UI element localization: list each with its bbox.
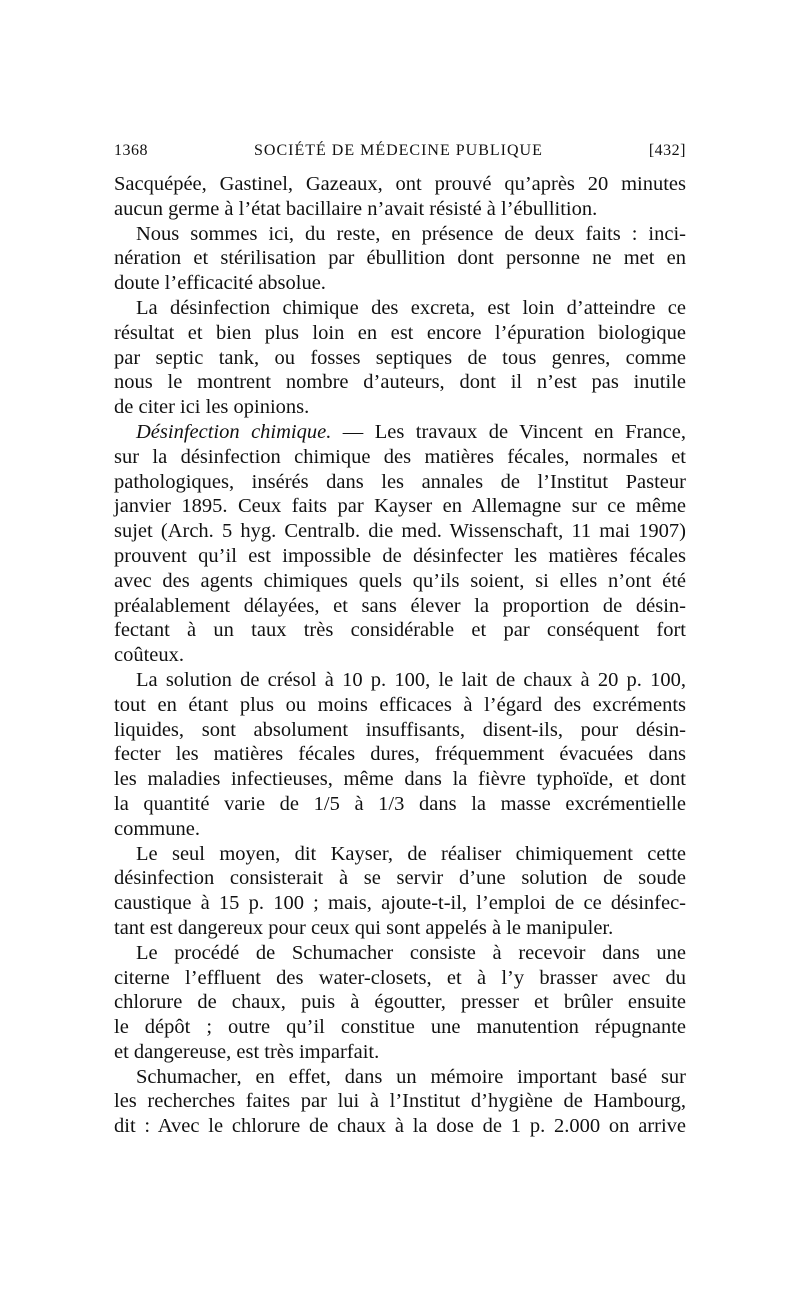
line-text: fectant à un taux très considérable et par conséquent fort [114, 619, 686, 642]
line-text: sujet (Arch. 5 hyg. Centralb. die med. Wissenschaft, 11 mai 1907) [114, 520, 686, 543]
text-line [114, 1015, 686, 1040]
line-text: coûteux. [114, 644, 185, 667]
line-text: Le seul moyen, dit Kayser, de réaliser chimiquement cette [136, 842, 686, 865]
line-text: sur la désinfection chimique des matières fécales, normales et [114, 445, 686, 468]
text-line [114, 494, 686, 519]
text-line [114, 519, 686, 544]
line-text: par septic tank, ou fosses septiques de tous genres, comme [114, 346, 686, 369]
text-line [114, 395, 686, 420]
line-text: prouvent qu’il est impossible de désinfecter les matières fécales [114, 544, 686, 567]
line-text: avec des agents chimiques quels qu’ils soient, si elles n’ont été [114, 569, 686, 592]
line-text: le dépôt ; outre qu’il constitue une manutention répugnante [114, 1016, 686, 1039]
text-line [114, 1040, 686, 1065]
line-text: pathologiques, insérés dans les annales de l’Institut Pasteur [114, 470, 686, 493]
line-text: Sacquépée, Gastinel, Gazeaux, ont prouvé qu’après 20 minutes [114, 173, 686, 195]
line-text: liquides, sont absolument insuffisants, disent-ils, pour désin- [114, 718, 686, 741]
text-line [114, 594, 686, 619]
text-line [114, 668, 686, 693]
line-text: de citer ici les opinions. [114, 396, 310, 419]
line-text: Schumacher, en effet, dans un mémoire important basé sur [136, 1065, 686, 1088]
line-text: citerne l’effluent des water-closets, et à l’y brasser avec du [114, 966, 686, 989]
line-text: chlorure de chaux, puis à égoutter, presser et brûler ensuite [114, 991, 686, 1014]
text-line [114, 445, 686, 470]
text-line [114, 916, 686, 941]
line-text: nous le montrent nombre d’auteurs, dont il n’est pas inutile [114, 371, 686, 394]
text-line [114, 370, 686, 395]
text-line [114, 172, 686, 197]
text-line [114, 842, 686, 867]
text-line [114, 346, 686, 371]
line-text: résultat et bien plus loin en est encore l’épuration biologique [114, 321, 686, 344]
line-text: la quantité varie de 1/5 à 1/3 dans la masse excrémentielle [114, 792, 686, 815]
text-line [114, 470, 686, 495]
line-text: janvier 1895. Ceux faits par Kayser en Allemagne sur ce même [114, 495, 686, 518]
section-number: [432] [648, 142, 686, 159]
line-text: tant est dangereux pour ceux qui sont appelés à le manipuler. [114, 916, 614, 939]
line-text: — Les travaux de Vincent en France, [331, 420, 686, 443]
line-text: les recherches faites par lui à l’Institut d’hygiène de Hambourg, [114, 1090, 686, 1113]
running-title: SOCIÉTÉ DE MÉDECINE PUBLIQUE [253, 142, 543, 159]
line-text: caustique à 15 p. 100 ; mais, ajoute-t-il, l’emploi de ce désinfec- [114, 892, 686, 915]
text-line [114, 866, 686, 891]
line-text: les maladies infectieuses, même dans la fièvre typhoïde, et dont [114, 768, 686, 791]
line-text: et dangereuse, est très imparfait. [114, 1040, 380, 1063]
line-text: nération et stérilisation par ébullition dont personne ne met en [114, 247, 686, 270]
line-text: dit : Avec le chlorure de chaux à la dose de 1 p. 2.000 on arrive [114, 1115, 686, 1138]
text-line [114, 990, 686, 1015]
text-line [114, 246, 686, 271]
line-text: La désinfection chimique des excreta, est loin d’atteindre ce [136, 296, 686, 319]
line-text: fecter les matières fécales dures, fréquemment évacuées dans [114, 743, 686, 766]
text-line [114, 222, 686, 247]
subheading-italic: Désinfection chimique. [136, 420, 332, 443]
text-line [114, 296, 686, 321]
text-line [114, 643, 686, 668]
text-line [114, 817, 686, 842]
text-line [114, 891, 686, 916]
text-line [114, 1089, 686, 1114]
line-text: tout en étant plus ou moins efficaces à l’égard des excréments [114, 693, 686, 716]
text-line [114, 693, 686, 718]
text-line [114, 569, 686, 594]
line-text: préalablement délayées, et sans élever la proportion de désin- [114, 594, 686, 617]
line-text: désinfection consisterait à se servir d’une solution de soude [114, 867, 686, 890]
text-line [114, 271, 686, 296]
line-text: commune. [114, 817, 200, 840]
text-line [114, 792, 686, 817]
line-text: La solution de crésol à 10 p. 100, le lait de chaux à 20 p. 100, [136, 668, 686, 691]
document-page [114, 142, 686, 1139]
line-text: doute l’efficacité absolue. [114, 272, 326, 295]
text-line [114, 197, 686, 222]
text-line [114, 321, 686, 346]
page-number: 1368 [114, 142, 148, 159]
body-text [114, 172, 686, 1139]
text-line [114, 941, 686, 966]
text-line [114, 966, 686, 991]
text-line [114, 420, 686, 445]
text-line [114, 1114, 686, 1139]
text-line [114, 1065, 686, 1090]
line-text: aucun germe à l’état bacillaire n’avait résisté à l’ébullition. [114, 197, 598, 220]
line-text: Le procédé de Schumacher consiste à recevoir dans une [136, 941, 686, 964]
text-line [114, 618, 686, 643]
text-line [114, 767, 686, 792]
text-line [114, 742, 686, 767]
running-header [114, 142, 686, 172]
line-text: Nous sommes ici, du reste, en présence de deux faits : inci- [136, 222, 686, 245]
text-line [114, 544, 686, 569]
text-line [114, 718, 686, 743]
